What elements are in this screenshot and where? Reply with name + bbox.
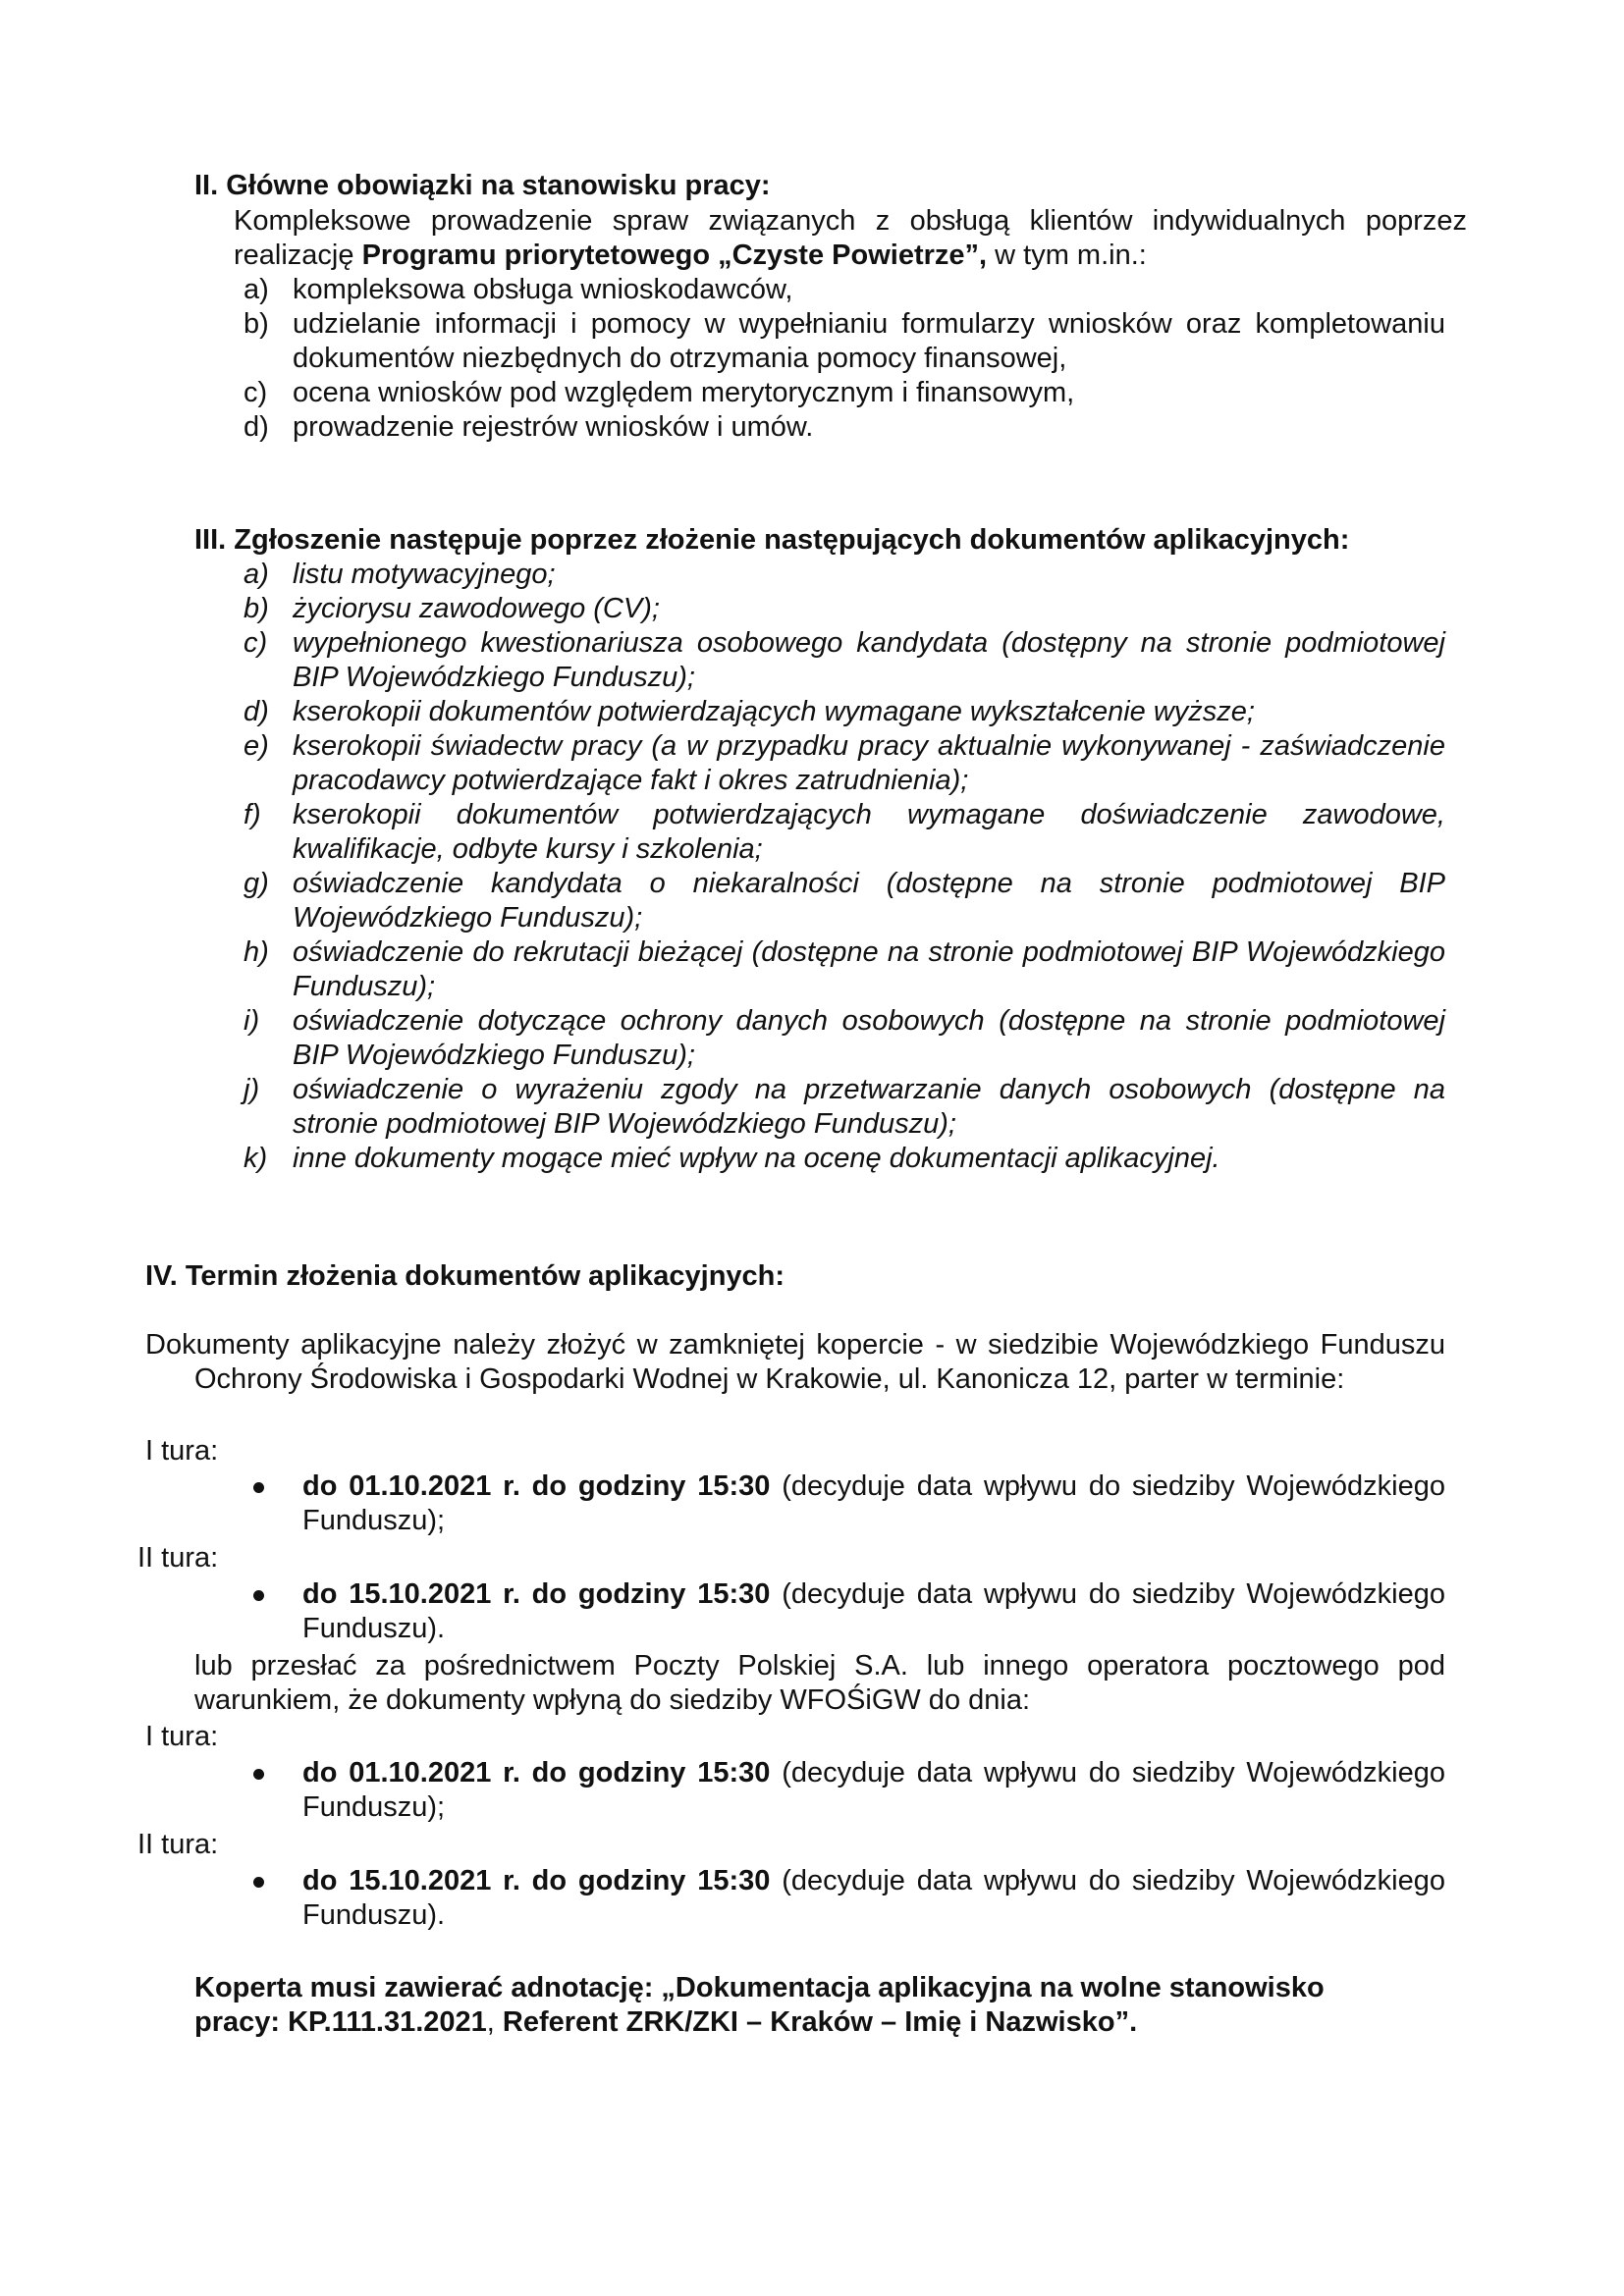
list-item (244, 695, 1445, 729)
section-3-documents-list (244, 558, 1445, 1176)
list-item-text: życiorysu zawodowego (CV); (293, 593, 660, 624)
list-item-text: wypełnionego kwestionariusza osobowego kandydata (dostępny na stronie podmiotowej BIP Wojewódzkiego Funduszu); (293, 627, 1445, 693)
round-1-label: I tura: (145, 1721, 219, 1752)
list-item (244, 1142, 1445, 1176)
list-marker: a) (244, 559, 269, 590)
deadline-note: (decyduje data wpływu do siedziby Wojewódzkiego Funduszu). (302, 1865, 1446, 1931)
bullet-icon (253, 1482, 264, 1493)
list-item (244, 307, 1445, 376)
list-marker: d) (244, 411, 269, 443)
list-item-text: prowadzenie rejestrów wniosków i umów. (293, 411, 814, 443)
list-marker: f) (244, 799, 261, 830)
round-2-label: II tura: (137, 1542, 219, 1574)
section-4-heading: IV. Termin złożenia dokumentów aplikacyjnych: (145, 1260, 785, 1292)
list-item (244, 1004, 1445, 1073)
deadline-date: do 15.10.2021 r. do godziny 15:30 (302, 1865, 771, 1896)
list-item-text: oświadczenie dotyczące ochrony danych osobowych (dostępne na stronie podmiotowej BIP Wojewódzkiego Funduszu); (293, 1005, 1445, 1071)
deadline-date: do 01.10.2021 r. do godziny 15:30 (302, 1470, 771, 1502)
list-marker: a) (244, 274, 269, 305)
section-2-intro (234, 204, 1467, 273)
section-3-heading: III. Zgłoszenie następuje poprzez złożenie następujących dokumentów aplikacyjnych: (194, 524, 1350, 556)
list-marker: g) (244, 868, 269, 899)
deadline-round-1-postal (253, 1756, 1445, 1825)
list-marker: h) (244, 936, 269, 968)
list-marker: e) (244, 730, 269, 762)
list-item (244, 592, 1445, 626)
list-marker: j) (244, 1074, 260, 1105)
delivery-instructions-text: Dokumenty aplikacyjne należy złożyć w zamkniętej kopercie - w siedzibie Wojewódzkiego Funduszu Ochrony Środowiska i Gospodarki Wodnej w Krakowie, ul. Kanonicza 12, parter w terminie: (145, 1329, 1445, 1395)
list-item-text: oświadczenie o wyrażeniu zgody na przetwarzanie danych osobowych (dostępne na stronie podmiotowej BIP Wojewódzkiego Funduszu); (293, 1074, 1445, 1140)
list-item-text: ocena wniosków pod względem merytorycznym i finansowym, (293, 377, 1075, 408)
list-item (244, 935, 1445, 1004)
deadline-note: (decyduje data wpływu do siedziby Wojewódzkiego Funduszu). (302, 1578, 1446, 1644)
list-marker: c) (244, 627, 268, 659)
deadline-date: do 15.10.2021 r. do godziny 15:30 (302, 1578, 771, 1610)
bullet-icon (253, 1769, 264, 1780)
list-item (244, 558, 1445, 592)
list-item-text: kserokopii dokumentów potwierdzających wymagane doświadczenie zawodowe, kwalifikacje, odbyte kursy i szkolenia; (293, 799, 1445, 865)
round-1-label: I tura: (145, 1435, 219, 1467)
program-name: Programu priorytetowego „Czyste Powietrze”, (361, 240, 988, 271)
postal-instructions: lub przesłać za pośrednictwem Poczty Polskiej S.A. lub innego operatora pocztowego pod warunkiem, że dokumenty wpłyną do siedziby WFOŚiGW do dnia: (194, 1650, 1445, 1716)
list-item (244, 867, 1445, 935)
list-marker: c) (244, 377, 268, 408)
section-2-intro-tail: w tym m.in.: (987, 240, 1147, 271)
delivery-instructions (145, 1328, 1445, 1397)
list-item (244, 410, 1445, 445)
deadline-note: (decyduje data wpływu do siedziby Wojewódzkiego Funduszu); (302, 1757, 1446, 1823)
list-marker: i) (244, 1005, 260, 1037)
list-item-text: kserokopii świadectw pracy (a w przypadku pracy aktualnie wykonywanej - zaświadczenie pracodawcy potwierdzające fakt i okres zatrudnienia); (293, 730, 1445, 796)
list-item (244, 729, 1445, 798)
deadline-note: (decyduje data wpływu do siedziby Wojewódzkiego Funduszu); (302, 1470, 1446, 1536)
list-marker: k) (244, 1143, 268, 1174)
envelope-annotation-text: Koperta musi zawierać adnotację: „Dokumentacja aplikacyjna na wolne stanowisko pracy: KP.111.31.2021 (194, 1972, 1325, 2038)
list-marker: b) (244, 308, 269, 340)
list-marker: d) (244, 696, 269, 727)
list-item-text: inne dokumenty mogące mieć wpływ na ocenę dokumentacji aplikacyjnej. (293, 1143, 1220, 1174)
section-2-intro-text: Kompleksowe prowadzenie spraw związanych z obsługą klientów indywidualnych poprzez realizację (234, 205, 1467, 271)
list-item (244, 798, 1445, 867)
deadline-date: do 01.10.2021 r. do godziny 15:30 (302, 1757, 771, 1789)
deadline-round-2 (253, 1577, 1445, 1646)
list-item-text: oświadczenie kandydata o niekaralności (dostępne na stronie podmiotowej BIP Wojewódzkiego Funduszu); (293, 868, 1445, 934)
deadline-round-2-postal (253, 1864, 1445, 1933)
section-2-duties-list (244, 273, 1445, 445)
list-item (244, 1073, 1445, 1142)
list-item-text: kserokopii dokumentów potwierdzających wymagane wykształcenie wyższe; (293, 696, 1255, 727)
list-item-text: kompleksowa obsługa wnioskodawców, (293, 274, 793, 305)
round-2-label: II tura: (137, 1829, 219, 1860)
list-item-text: listu motywacyjnego; (293, 559, 556, 590)
deadline-round-1 (253, 1469, 1445, 1538)
list-item-text: udzielanie informacji i pomocy w wypełnianiu formularzy wniosków oraz kompletowaniu dokumentów niezbędnych do otrzymania pomocy finansowej, (293, 308, 1445, 374)
envelope-annotation (194, 1971, 1412, 2040)
list-marker: b) (244, 593, 269, 624)
section-2-heading: II. Główne obowiązki na stanowisku pracy: (194, 170, 771, 201)
envelope-separator: , (486, 2006, 503, 2038)
bullet-icon (253, 1877, 264, 1888)
list-item (244, 626, 1445, 695)
list-item (244, 273, 1445, 307)
bullet-icon (253, 1590, 264, 1601)
list-item-text: oświadczenie do rekrutacji bieżącej (dostępne na stronie podmiotowej BIP Wojewódzkiego Funduszu); (293, 936, 1445, 1002)
list-item (244, 376, 1445, 410)
envelope-position: Referent ZRK/ZKI – Kraków – Imię i Nazwisko”. (502, 2006, 1138, 2038)
